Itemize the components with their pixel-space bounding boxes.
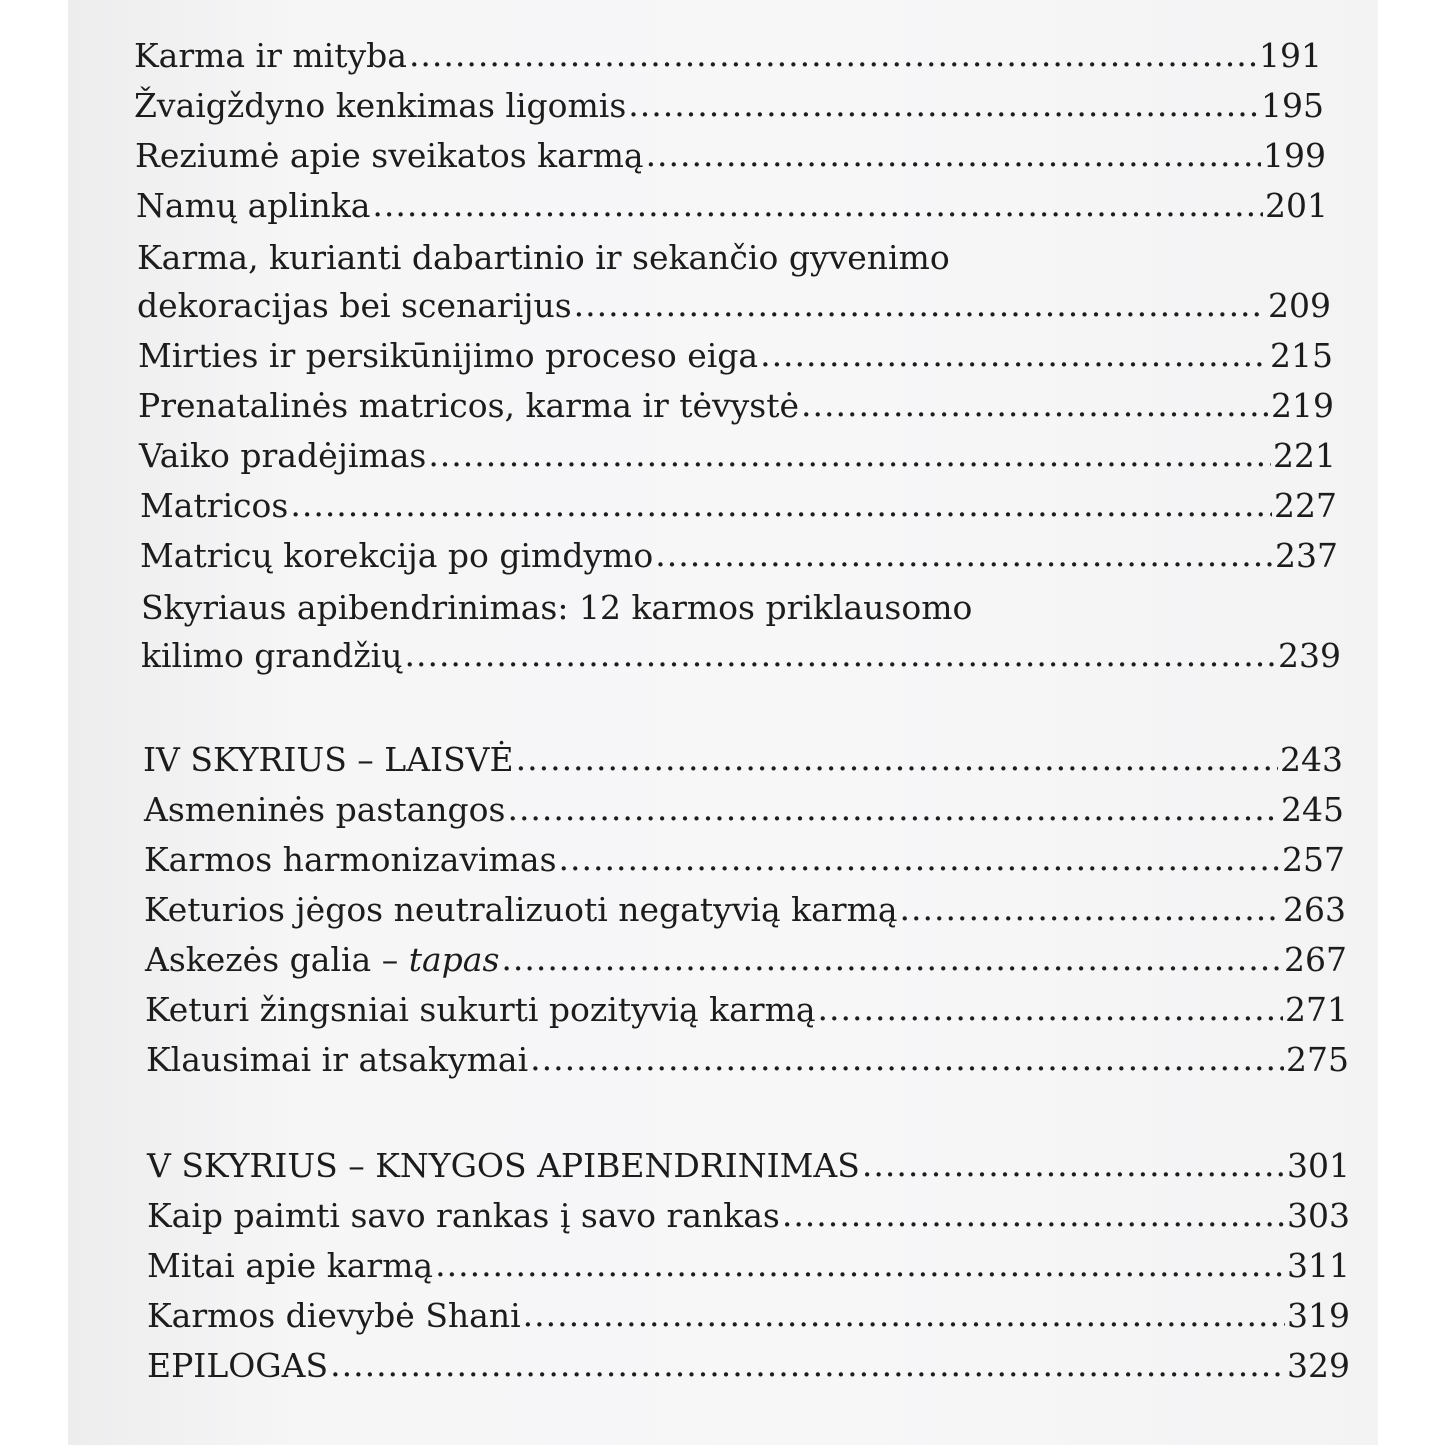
toc-entry-karmos-harmonizavimas [144, 838, 1345, 884]
toc-entry-page: 303 [1287, 1196, 1350, 1235]
toc-entry-keturi-zingsniai [145, 988, 1348, 1034]
toc-entry-page: 245 [1281, 790, 1344, 829]
toc-entry-title: Prenatalinės matricos, karma ir tėvystė [138, 386, 800, 425]
toc-entry-title: Mirties ir persikūnijimo proceso eiga [138, 336, 759, 375]
toc-entry-prenatalines [138, 384, 1334, 430]
toc-entry-vaiko-pradejimas [139, 434, 1336, 480]
toc-entry-karma-kurianti-line1 [137, 238, 1329, 284]
toc-entry-namu-aplinka [136, 184, 1328, 230]
toc-entry-karma-ir-mityba [134, 34, 1322, 80]
toc-entry-page: 199 [1263, 136, 1326, 175]
toc-entry-page: 221 [1273, 436, 1336, 475]
toc-entry-page: 267 [1284, 940, 1347, 979]
toc-dot-leader [574, 284, 1266, 317]
toc-entry-title-italic: tapas [408, 940, 500, 979]
toc-entry-karmos-dievybe [147, 1294, 1350, 1340]
toc-entry-skyriaus-apibendrinimas-line1 [141, 588, 1339, 634]
toc-entry-reziume-sveikatos [135, 134, 1326, 180]
toc-entry-page: 195 [1261, 86, 1324, 125]
toc-dot-leader [507, 788, 1279, 821]
toc-entry-title: EPILOGAS [147, 1346, 329, 1385]
toc-entry-page: 319 [1287, 1296, 1350, 1335]
toc-entry-page: 301 [1287, 1146, 1350, 1185]
toc-entry-page: 209 [1268, 286, 1331, 325]
toc-entry-keturios-jegos [144, 888, 1346, 934]
toc-entry-page: 219 [1271, 386, 1334, 425]
toc-entry-page: 329 [1287, 1346, 1350, 1385]
toc-entry-page: 271 [1285, 990, 1348, 1029]
toc-entry-page: 215 [1270, 336, 1333, 375]
toc-dot-leader [501, 938, 1282, 971]
toc-entry-page: 239 [1278, 636, 1341, 675]
toc-entry-title: Keturi žingsniai sukurti pozityvią karmą [145, 990, 816, 1029]
toc-dot-leader [760, 334, 1268, 367]
toc-entry-askezes-galia [145, 938, 1347, 984]
toc-entry-kilimo-grandziu [141, 634, 1341, 680]
toc-entry-title: kilimo grandžių [141, 636, 403, 675]
toc-entry-title-plain: Askezės galia – [145, 940, 409, 979]
toc-dot-leader [782, 1194, 1285, 1227]
toc-entry-dekoracijas [137, 284, 1331, 330]
toc-entry-page: 311 [1287, 1246, 1350, 1285]
toc-dot-leader [523, 1294, 1285, 1327]
toc-entry-klausimai [146, 1038, 1349, 1084]
toc-dot-leader [862, 1144, 1285, 1177]
toc-entry-title: Karmos dievybė Shani [147, 1296, 521, 1335]
toc-entry-title: Keturios jėgos neutralizuoti negatyvią karmą [144, 890, 898, 929]
toc-entry-title: Skyriaus apibendrinimas: 12 karmos priklausomo [141, 588, 973, 627]
toc-entry-title: V SKYRIUS – KNYGOS APIBENDRINIMAS [147, 1146, 860, 1185]
toc-chapter-v-apibendrinimas [147, 1144, 1350, 1190]
toc-entry-title: Matricų korekcija po gimdymo [140, 536, 654, 575]
toc-entry-epilogas [147, 1344, 1350, 1390]
toc-entry-mirties [138, 334, 1333, 380]
toc-entry-asmenines-pastangos [144, 788, 1344, 834]
toc-dot-leader [516, 738, 1278, 771]
toc-entry-title: Mitai apie karmą [147, 1246, 434, 1285]
toc-entry-page: 275 [1286, 1040, 1349, 1079]
toc-entry-page: 257 [1282, 840, 1345, 879]
toc-dot-leader [530, 1038, 1284, 1071]
toc-dot-leader [628, 84, 1259, 117]
toc-dot-leader [646, 134, 1261, 167]
toc-dot-leader [435, 1244, 1285, 1277]
toc-entry-title: Namų aplinka [136, 186, 371, 225]
toc-dot-leader [372, 184, 1263, 217]
toc-entry-kaip-paimti [147, 1194, 1350, 1240]
toc-entry-title: Klausimai ir atsakymai [146, 1040, 529, 1079]
toc-entry-title: Karmos harmonizavimas [144, 840, 557, 879]
toc-entry-title: Karma, kurianti dabartinio ir sekančio gyvenimo [137, 238, 950, 277]
toc-dot-leader [428, 434, 1271, 467]
toc-dot-leader [900, 888, 1281, 921]
toc-dot-leader [409, 34, 1257, 67]
toc-entry-page: 201 [1265, 186, 1328, 225]
toc-entry-page: 243 [1280, 740, 1343, 779]
toc-entry-title: Asmeninės pastangos [144, 790, 506, 829]
toc-entry-title: Kaip paimti savo rankas į savo rankas [147, 1196, 780, 1235]
toc-entry-title: Karma ir mityba [134, 36, 407, 75]
toc-dot-leader [290, 484, 1272, 517]
toc-dot-leader [559, 838, 1280, 871]
toc-dot-leader [655, 534, 1273, 567]
toc-entry-title: Matricos [140, 486, 289, 525]
toc-entry-title: Reziumė apie sveikatos karmą [135, 136, 644, 175]
toc-dot-leader [330, 1344, 1285, 1377]
toc-entry-page: 227 [1274, 486, 1337, 525]
table-of-contents [68, 0, 1378, 1445]
toc-entry-title: IV SKYRIUS – LAISVĖ [143, 740, 514, 779]
toc-entry-page: 191 [1259, 36, 1322, 75]
toc-entry-title: Vaiko pradėjimas [139, 436, 427, 475]
toc-entry-mitai [147, 1244, 1350, 1290]
toc-entry-title [145, 940, 499, 979]
toc-entry-zvaigzdyno-kenkimas [134, 84, 1324, 130]
toc-entry-matricos [140, 484, 1337, 530]
toc-entry-page: 263 [1283, 890, 1346, 929]
toc-chapter-iv-laisve [143, 738, 1343, 784]
toc-entry-matricu-korekcija [140, 534, 1338, 580]
toc-dot-leader [818, 988, 1283, 1021]
toc-dot-leader [404, 634, 1276, 667]
toc-entry-page: 237 [1275, 536, 1338, 575]
toc-entry-title: dekoracijas bei scenarijus [137, 286, 572, 325]
toc-dot-leader [801, 384, 1269, 417]
toc-entry-title: Žvaigždyno kenkimas ligomis [134, 86, 627, 125]
